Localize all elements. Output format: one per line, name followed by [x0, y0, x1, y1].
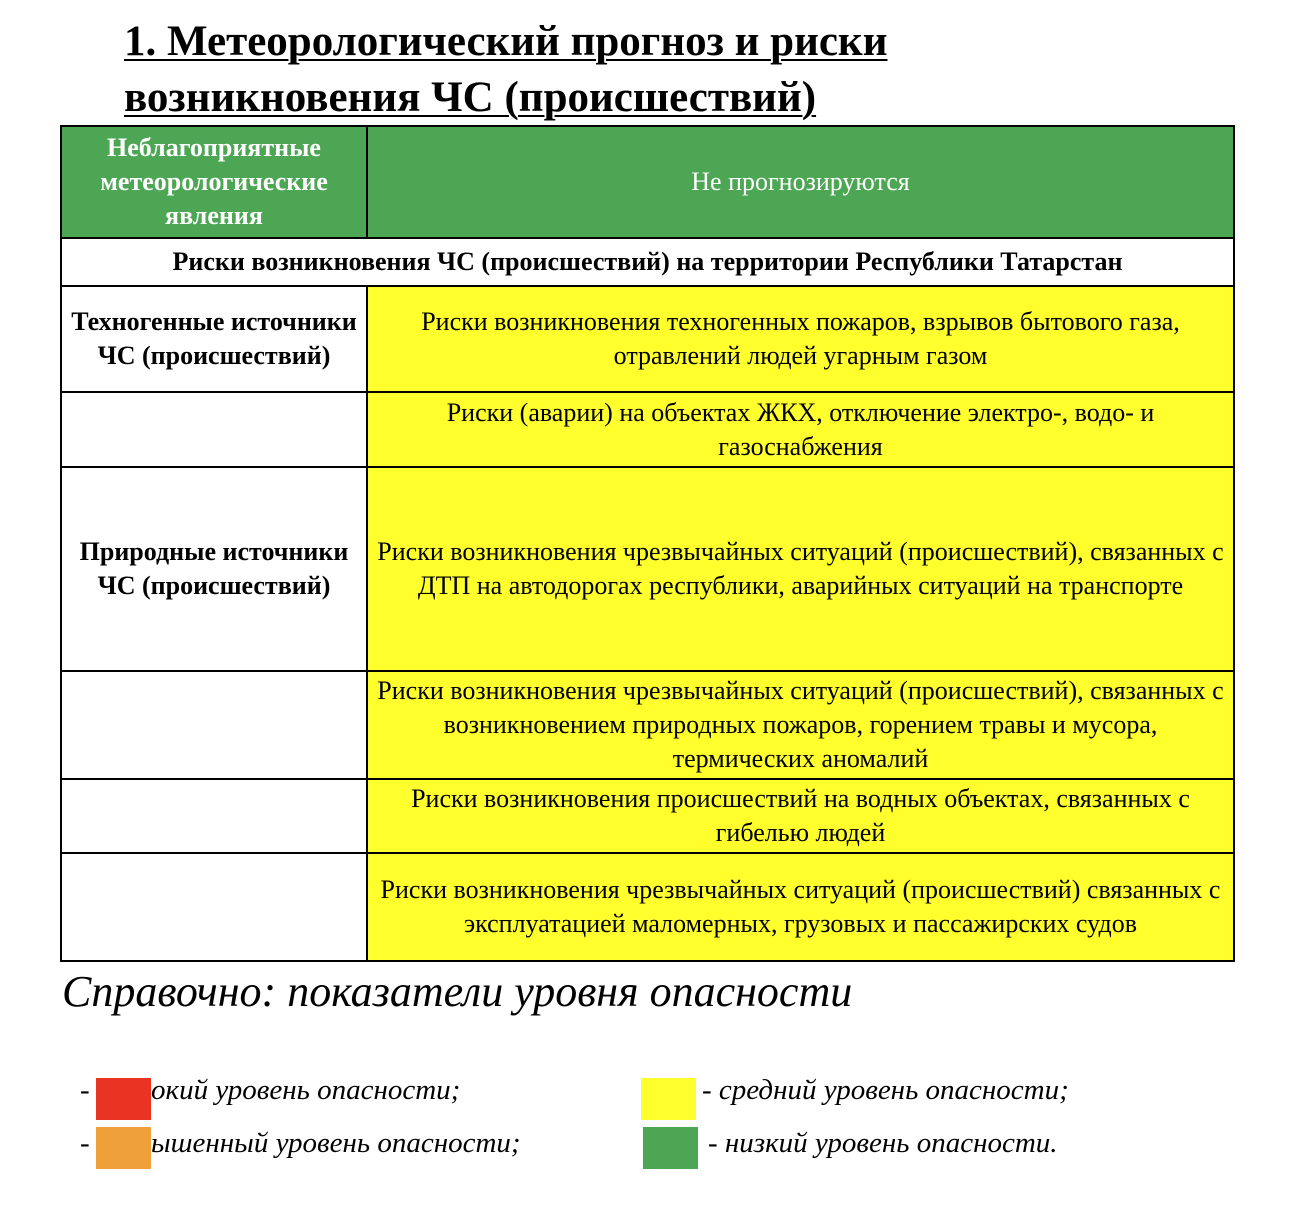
- legend-label-low: - низкий уровень опасности.: [708, 1127, 1058, 1159]
- page-title-line1: 1. Метеорологический прогноз и риски: [124, 18, 888, 65]
- legend-label-elevated: ышенный уровень опасности;: [151, 1127, 521, 1159]
- risk-cell: Риски (аварии) на объектах ЖКХ, отключение электро-, водо- и газоснабжения: [367, 392, 1234, 467]
- table-row: [61, 853, 1234, 961]
- risk-cell: Риски возникновения чрезвычайных ситуаций (происшествий), связанных с ДТП на автодорогах республики, аварийных ситуаций на транспорте: [367, 467, 1234, 671]
- table-row: [61, 671, 1234, 779]
- legend-swatch-medium: [641, 1078, 696, 1120]
- source-cell: Природные источники ЧС (происшествий): [61, 467, 367, 671]
- table-row: [61, 467, 1234, 671]
- page-title-line2: возникновения ЧС (происшествий): [124, 74, 817, 121]
- forecast-table: [60, 125, 1235, 962]
- legend-swatch-elevated: [96, 1127, 151, 1169]
- legend-dash: -: [80, 1127, 90, 1159]
- source-cell-empty: [61, 779, 367, 853]
- source-cell-empty: [61, 671, 367, 779]
- reference-title: Справочно: показатели уровня опасности: [62, 967, 853, 1016]
- section-title: Риски возникновения ЧС (происшествий) на территории Республики Татарстан: [61, 238, 1234, 286]
- header-phenomena-label: Неблагоприятные метеорологические явления: [61, 126, 367, 238]
- risk-cell: Риски возникновения техногенных пожаров, взрывов бытового газа, отравлений людей угарным газом: [367, 286, 1234, 392]
- source-cell-empty: [61, 853, 367, 961]
- risk-cell: Риски возникновения чрезвычайных ситуаций (происшествий) связанных с эксплуатацией маломерных, грузовых и пассажирских судов: [367, 853, 1234, 961]
- table-row: [61, 392, 1234, 467]
- header-forecast-value: Не прогнозируются: [367, 126, 1234, 238]
- risk-cell: Риски возникновения происшествий на водных объектах, связанных с гибелью людей: [367, 779, 1234, 853]
- table-row: [61, 286, 1234, 392]
- section-row: [61, 238, 1234, 286]
- legend-label-medium: - средний уровень опасности;: [702, 1074, 1069, 1106]
- source-cell: Техногенные источники ЧС (происшествий): [61, 286, 367, 392]
- risk-cell: Риски возникновения чрезвычайных ситуаций (происшествий), связанных с возникновением природных пожаров, горением травы и мусора, термических аномалий: [367, 671, 1234, 779]
- legend-label-high: окий уровень опасности;: [151, 1074, 461, 1106]
- source-cell-empty: [61, 392, 367, 467]
- legend-dash: -: [80, 1074, 90, 1106]
- legend-swatch-low: [643, 1127, 698, 1169]
- page-title: [124, 14, 1224, 126]
- table-row: [61, 779, 1234, 853]
- legend-swatch-high: [96, 1078, 151, 1120]
- table-header-row: [61, 126, 1234, 238]
